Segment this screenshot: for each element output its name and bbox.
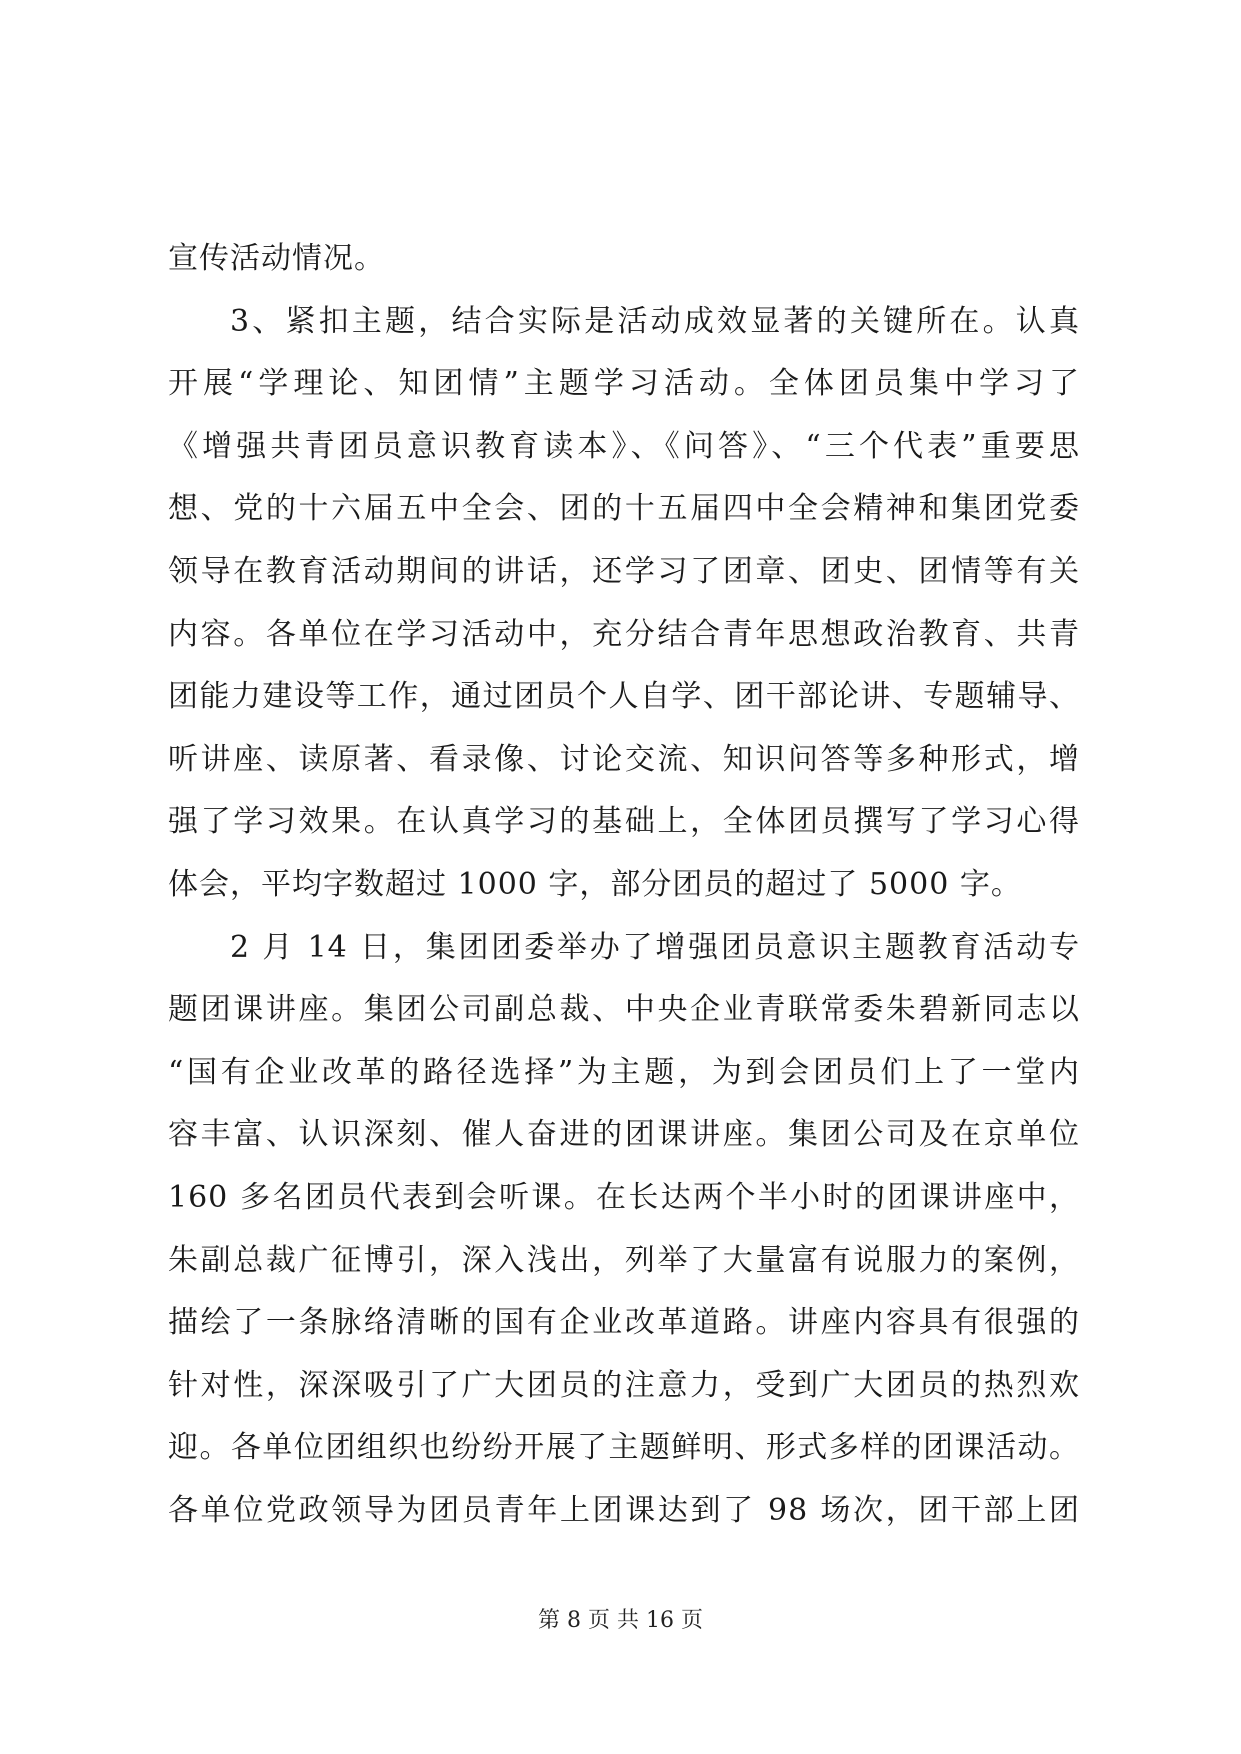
text-line: 针对性，深深吸引了广大团员的注意力，受到广大团员的热烈欢 [168,1367,1080,1403]
text-line: 各单位党政领导为团员青年上团课达到了 98 场次，团干部上团 [168,1492,1080,1528]
text-line: 容丰富、认识深刻、催人奋进的团课讲座。集团公司及在京单位 [168,1117,1080,1153]
page-footer: 第 8 页 共 16 页 [538,1608,703,1633]
text-line: 宣传活动情况。 [168,241,385,276]
text-line: 开展“学理论、知团情”主题学习活动。全体团员集中学习了 [168,366,1080,402]
text-line: 朱副总裁广征博引，深入浅出，列举了大量富有说服力的案例， [168,1242,1080,1278]
text-line: 《增强共青团员意识教育读本》、《问答》、“三个代表”重要思 [168,428,1080,464]
text-line: 团能力建设等工作，通过团员个人自学、团干部论讲、专题辅导、 [168,679,1080,715]
text-line: 内容。各单位在学习活动中，充分结合青年思想政治教育、共青 [168,616,1080,652]
body-text [168,228,1080,1542]
text-line: 体会，平均字数超过 1000 字，部分团员的超过了 5000 字。 [168,866,1022,902]
text-line: 听讲座、读原著、看录像、讨论交流、知识问答等多种形式，增 [168,741,1080,777]
text-line: 3、紧扣主题，结合实际是活动成效显著的关键所在。认真 [230,303,1080,339]
text-line: 强了学习效果。在认真学习的基础上，全体团员撰写了学习心得 [168,804,1080,840]
text-line: 迎。各单位团组织也纷纷开展了主题鲜明、形式多样的团课活动。 [168,1430,1080,1466]
text-line: 描绘了一条脉络清晰的国有企业改革道路。讲座内容具有很强的 [168,1305,1080,1341]
text-line: 领导在教育活动期间的讲话，还学习了团章、团史、团情等有关 [168,553,1080,589]
text-line: 想、党的十六届五中全会、团的十五届四中全会精神和集团党委 [168,491,1080,527]
text-line: “国有企业改革的路径选择”为主题，为到会团员们上了一堂内 [168,1054,1080,1090]
text-line: 题团课讲座。集团公司副总裁、中央企业青联常委朱碧新同志以 [168,992,1080,1028]
text-line: 160 多名团员代表到会听课。在长达两个半小时的团课讲座中， [168,1179,1080,1215]
text-line: 2 月 14 日，集团团委举办了增强团员意识主题教育活动专 [230,929,1080,965]
